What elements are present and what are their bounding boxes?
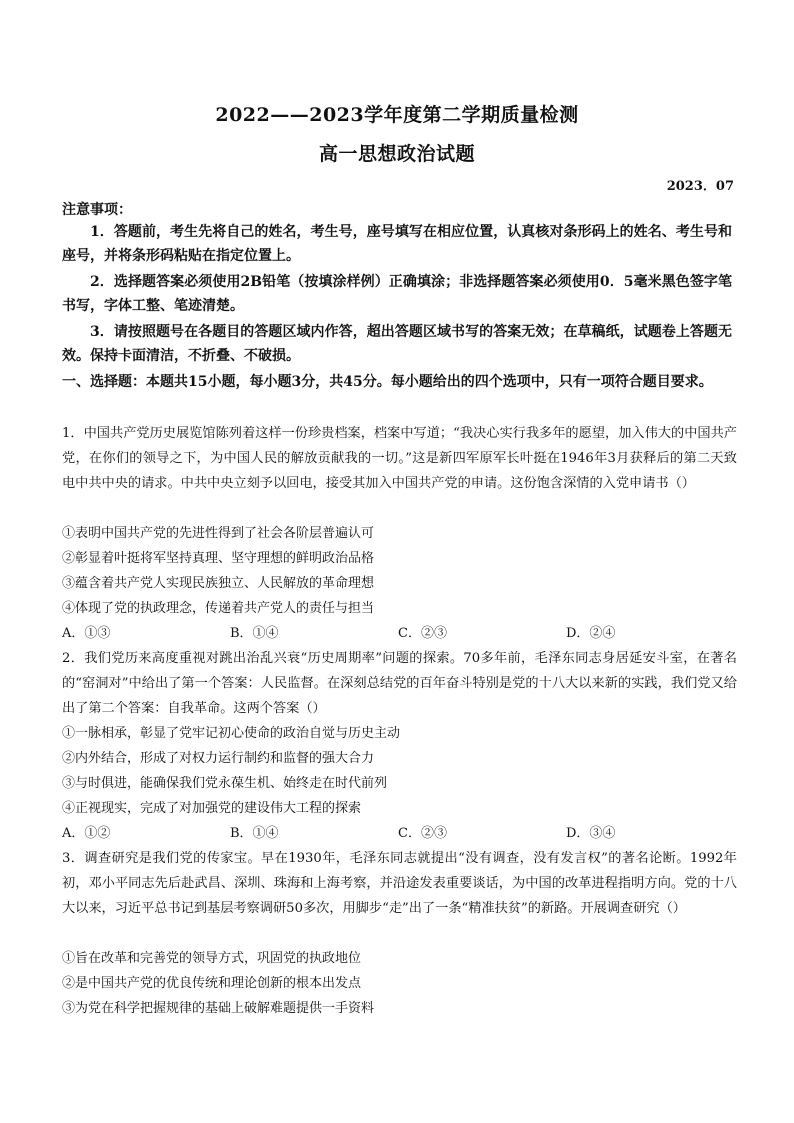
exam-title-line2: 高一思想政治试题 (318, 143, 475, 165)
question-1-option-3: ③蕴含着共产党人实现民族独立、人民解放的革命理想 (62, 576, 375, 591)
exam-title-line1: 2022——2023学年度第二学期质量检测 (215, 104, 579, 126)
notice-heading: 注意事项： (62, 202, 132, 218)
choice-b: B．①④ (230, 826, 279, 841)
section-heading: 一、选择题：本题共15小题，每小题3分，共45分。每小题给出的四个选项中，只有一项符合题目要求。 (62, 374, 713, 390)
question-2-option-1: ①一脉相承，彰显了党牢记初心使命的政治自觉与历史主动 (62, 726, 401, 741)
question-2-option-3: ③与时俱进，能确保我们党永葆生机、始终走在时代前列 (62, 776, 388, 791)
choice-b: B．①④ (230, 626, 279, 641)
question-3-option-2: ②是中国共产党的优良传统和理论创新的根本出发点 (62, 976, 362, 991)
question-2-stem: 2．我们党历来高度重视对跳出治乱兴衰“历史周期率”问题的探索。70多年前，毛泽东同志身居延安斗室，在著名的“窑洞对”中给出了第一个答案：人民监督。在深刻总结党的百年奋斗特别是党的十八大以来新的实践，我们党又给出了第二个答案：自我革命。这两个答案（） (62, 651, 737, 716)
question-3-option-3: ③为党在科学把握规律的基础上破解难题提供一手资料 (62, 1001, 375, 1016)
question-2-option-2: ②内外结合，形成了对权力运行制约和监督的强大合力 (62, 751, 375, 766)
question-1-option-1: ①表明中国共产党的先进性得到了社会各阶层普遍认可 (62, 526, 375, 541)
choice-d: D．②④ (566, 626, 616, 641)
notice-item-2: 2．选择题答案必须使用2B铅笔（按填涂样例）正确填涂；非选择题答案必须使用0．5毫米黑色签字笔书写，字体工整、笔迹清楚。 (62, 274, 732, 314)
question-3-stem: 3．调查研究是我们党的传家宝。早在1930年，毛泽东同志就提出“没有调查，没有发言权”的著名论断。1992年初，邓小平同志先后赴武昌、深圳、珠海和上海考察，并沿途发表重要谈话，为中国的改革进程指明方向。党的十八大以来，习近平总书记到基层考察调研50多次，用脚步“走”出了一条“精准扶贫”的新路。开展调查研究（） (62, 851, 737, 916)
choice-c: C．②③ (398, 626, 447, 641)
notice-item-1: 1．答题前，考生先将自己的姓名，考生号，座号填写在相应位置，认真核对条形码上的姓名、考生号和座号，并将条形码粘贴在指定位置上。 (62, 224, 732, 264)
question-1-option-4: ④体现了党的执政理念，传递着共产党人的责任与担当 (62, 601, 375, 616)
choice-a: A．①③ (62, 626, 111, 641)
question-1-option-2: ②彰显着叶挺将军坚持真理、坚守理想的鲜明政治品格 (62, 551, 375, 566)
exam-date: 2023．07 (666, 179, 734, 194)
choice-a: A．①② (62, 826, 111, 841)
question-2-option-4: ④正视现实，完成了对加强党的建设伟大工程的探索 (62, 801, 362, 816)
choice-d: D．③④ (566, 826, 616, 841)
choice-c: C．②③ (398, 826, 447, 841)
question-1-stem: 1．中国共产党历史展览馆陈列着这样一份珍贵档案，档案中写道；“我决心实行我多年的愿望，加入伟大的中国共产党，在你们的领导之下，为中国人民的解放贡献我的一切。”这是新四军原军长叶挺在1946年3月获释后的第二天致电中共中央的请求。中共中央立刻予以回电，接受其加入中国共产党的申请。这份饱含深情的入党申请书（） (62, 426, 737, 491)
question-3-option-1: ①旨在改革和完善党的领导方式，巩固党的执政地位 (62, 951, 362, 966)
notice-item-3: 3．请按照题号在各题目的答题区域内作答，超出答题区域书写的答案无效；在草稿纸，试题卷上答题无效。保持卡面清洁，不折叠、不破损。 (62, 324, 732, 364)
